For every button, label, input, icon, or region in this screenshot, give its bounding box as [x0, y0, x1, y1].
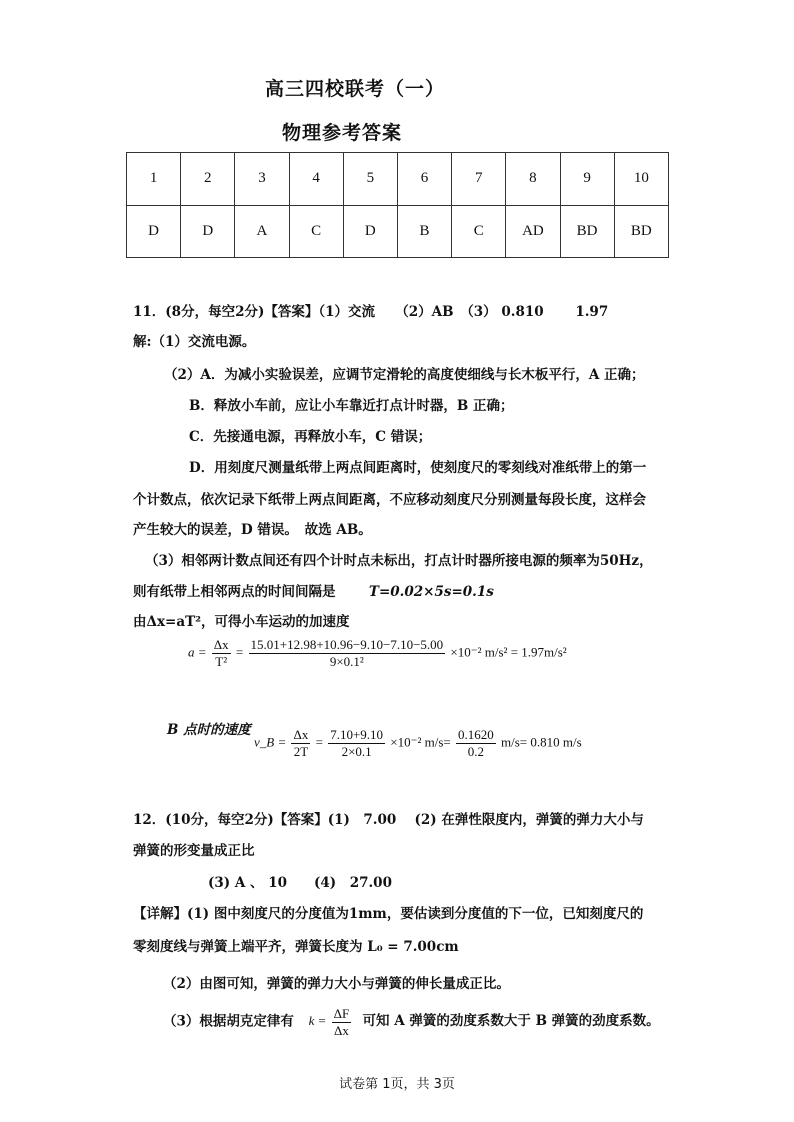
- q12-detail-2: 零刻度线与弹簧上端平齐，弹簧长度为 L₀ = 7.00cm: [133, 939, 459, 955]
- question-number: 8: [506, 153, 560, 206]
- q12-heading-2: 弹簧的形变量成正比: [133, 843, 255, 859]
- answer-cell: AD: [506, 205, 560, 258]
- hooke-numerator: ΔF: [333, 1006, 350, 1021]
- eq2-equals: =: [315, 734, 323, 750]
- q11-line-9: [133, 580, 494, 600]
- q11-line-3: B．释放小车前，应让小车靠近打点计时器，B 正确；: [189, 398, 514, 414]
- question-number: 3: [235, 153, 289, 206]
- period-value: T=0.02×5s=0.1s: [368, 584, 494, 600]
- q11-line-7: 产生较大的误差，D 错误。 故选 AB。: [133, 522, 372, 538]
- eq1-result: ×10⁻² m/s² = 1.97m/s²: [450, 644, 567, 660]
- q12-answers-3: (3) A 、 10 (4) 27.00: [208, 875, 392, 891]
- answer-cell: A: [235, 205, 289, 258]
- q12-detail-4-text-a: （3）根据胡克定律有: [163, 1013, 294, 1030]
- q11-line-1: 解:（1）交流电源。: [133, 334, 256, 350]
- eq2-f1-denominator: 2T: [293, 744, 309, 759]
- q11-line-4: C．先接通电源，再释放小车，C 错误；: [189, 429, 432, 445]
- question-number: 9: [560, 153, 614, 206]
- q12-detail-1: 【详解】(1) 图中刻度尺的分度值为1mm，要估读到分度值的下一位，已知刻度尺的: [133, 906, 644, 922]
- page-footer: 试卷第 1页，共 3页: [339, 1077, 455, 1092]
- eq2-f3-numerator: 0.1620: [458, 727, 494, 742]
- q12-detail-3: （2）由图可知，弹簧的弹力大小与弹簧的伸长量成正比。: [163, 976, 510, 992]
- q12-detail-4-text-b: 可知 A 弹簧的劲度系数大于 B 弹簧的劲度系数。: [362, 1013, 660, 1030]
- q11-line-5: D．用刻度尺测量纸带上两点间距离时，使刻度尺的零刻线对准纸带上的第一: [189, 460, 647, 476]
- answer-table-answer-row: [127, 205, 669, 258]
- answer-cell: B: [397, 205, 451, 258]
- q12-detail-4: [163, 1006, 660, 1039]
- eq2-f3-denominator: 0.2: [467, 744, 485, 759]
- q11-line-9-text: 则有纸带上相邻两点的时间间隔是: [133, 584, 336, 600]
- eq1-fraction-2: [249, 637, 446, 670]
- eq2-f1-numerator: Δx: [293, 727, 309, 742]
- question-number: 2: [181, 153, 235, 206]
- hooke-denominator: Δx: [334, 1023, 349, 1038]
- answer-cell: C: [289, 205, 343, 258]
- hooke-fraction: [332, 1006, 352, 1039]
- answer-cell: BD: [560, 205, 614, 258]
- answer-cell: BD: [614, 205, 668, 258]
- question-number: 4: [289, 153, 343, 206]
- eq1-f2-denominator: 9×0.1²: [329, 654, 364, 669]
- answer-cell: D: [181, 205, 235, 258]
- answer-table-number-row: [127, 153, 669, 206]
- answer-cell: D: [343, 205, 397, 258]
- eq2-mid: ×10⁻² m/s=: [390, 734, 451, 750]
- q11-line-6: 个计数点，依次记录下纸带上两点间距离，不应移动刻度尺分别测量每段长度，这样会: [133, 492, 646, 508]
- page-subtitle: 物理参考答案: [282, 122, 403, 144]
- q11-line-8: （3）相邻两计数点间还有四个计时点未标出，打点计时器所接电源的频率为50Hz，: [145, 553, 653, 569]
- page-title: 高三四校联考（一）: [265, 78, 446, 100]
- eq1-fraction-1: [212, 637, 231, 670]
- q11-heading: 11．(8分，每空2分)【答案】（1）交流 （2）AB （3） 0.810 1.97: [133, 304, 609, 320]
- question-number: 1: [127, 153, 181, 206]
- question-number: 6: [397, 153, 451, 206]
- q11-line-2: （2）A．为减小实验误差，应调节定滑轮的高度使细线与长木板平行，A 正确；: [164, 367, 645, 383]
- eq2-lhs: v_B =: [254, 734, 287, 750]
- hooke-lhs: k =: [308, 1013, 327, 1029]
- eq1-equals: =: [235, 644, 244, 660]
- answer-cell: C: [452, 205, 506, 258]
- eq2-f2-numerator: 7.10+9.10: [330, 727, 384, 742]
- eq1-f1-numerator: Δx: [213, 637, 229, 652]
- q12-heading: 12．(10分，每空2分)【答案】(1) 7.00 (2) 在弹性限度内，弹簧的弹力大小与: [133, 812, 644, 828]
- question-number: 10: [614, 153, 668, 206]
- eq2-f2-denominator: 2×0.1: [341, 744, 372, 759]
- eq2-result: m/s= 0.810 m/s: [501, 734, 582, 750]
- eq2-fraction-2: [328, 727, 385, 760]
- question-number: 7: [452, 153, 506, 206]
- vb-label: B 点时的速度: [167, 722, 251, 738]
- answer-cell: D: [127, 205, 181, 258]
- eq2-fraction-3: [456, 727, 496, 760]
- answer-table: [126, 152, 669, 258]
- acceleration-equation: [188, 637, 567, 670]
- q11-line-10: 由Δx=aT²，可得小车运动的加速度: [133, 614, 350, 630]
- velocity-equation: [254, 727, 582, 760]
- eq1-f1-denominator: T²: [215, 654, 228, 669]
- question-number: 5: [343, 153, 397, 206]
- eq1-f2-numerator: 15.01+12.98+10.96−9.10−7.10−5.00: [250, 637, 444, 652]
- eq1-lhs: a =: [188, 644, 207, 660]
- eq2-fraction-1: [291, 727, 310, 760]
